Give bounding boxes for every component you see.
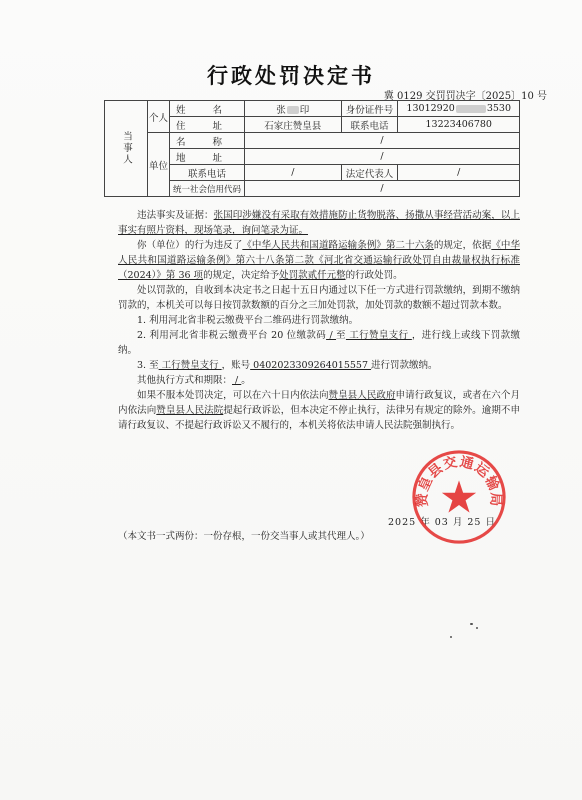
facts-label: 违法事实及证据： <box>137 210 214 221</box>
legal-rep-label: 法定代表人 <box>341 165 398 181</box>
other-value: / <box>232 375 242 386</box>
redaction-mark <box>287 106 299 114</box>
payment-method-1: 1. 利用河北省非税云缴费平台二维码进行罚款缴纳。 <box>137 315 359 326</box>
payment-intro: 处以罚款的，自收到本决定书之日起十五日内通过以下任一方式进行罚款缴纳，到期不缴纳罚款的，本机关可以每日按罚款数额的百分之三加处罚款，加处罚款的数额不超过罚款本数。 <box>118 285 520 311</box>
basis-text-3: 的规定，决定给予 <box>203 270 280 281</box>
method2-text-a: 2. 利用河北省非税云缴费平台 20 位缴款码 <box>137 330 327 341</box>
method3-text-c: 进行罚款缴纳。 <box>371 360 438 371</box>
scan-speck <box>450 636 452 638</box>
official-seal-stamp <box>410 448 508 546</box>
appeal-text-a: 如果不服本处罚决定，可以在六十日内依法向 <box>137 390 329 401</box>
payment-method-3 <box>118 358 520 373</box>
applied-law: 《中华人民共和国道路运输条例》第六十八条第二款《河北省交通运输行政处罚自由裁量权执行标准（2024）》第 36 项 <box>118 240 520 281</box>
other-text-a: 其他执行方式和期限： <box>137 375 233 386</box>
document-body <box>118 208 520 433</box>
facts-paragraph <box>118 208 520 238</box>
phone-label: 联系电话 <box>341 117 398 133</box>
other-method <box>118 373 520 388</box>
phone-value: 13223406780 <box>398 117 520 133</box>
legal-rep-value: / <box>398 165 520 181</box>
basis-text-1: 你（单位）的行为违反了 <box>137 240 243 251</box>
unit-name-label: 名 称 <box>169 133 244 149</box>
document-number: 冀 0129 交罚罚决字〔2025〕10 号 <box>383 91 547 102</box>
document-date: 2025 年 03 月 25 日 <box>388 517 496 528</box>
account-number: 0402023309264015557 <box>250 360 372 371</box>
bank-name: 工行赞皇支行 <box>158 360 222 371</box>
basis-text-4: 的行政处罚。 <box>345 270 403 281</box>
unit-name-value: / <box>244 133 519 149</box>
appeal-text-b: 申请行政复议，或者在六个月内依法向 <box>118 390 520 416</box>
review-authority: 赞皇县人民政府 <box>328 390 396 401</box>
name-suffix: 印 <box>299 104 310 116</box>
credit-code-value: / <box>244 181 519 197</box>
method3-text-b: ，账号 <box>221 360 251 371</box>
unit-phone-label: 联系电话 <box>169 165 244 181</box>
individual-label: 个人 <box>148 101 170 133</box>
document-title: 行政处罚决定书 <box>207 63 375 88</box>
method3-text-a: 3. 至 <box>137 360 159 371</box>
copies-note: （本文书一式两份：一份存根，一份交当事人或其代理人。） <box>118 531 370 542</box>
basis-text-2: 的规定，依据 <box>433 240 492 251</box>
party-group-label: 当事人 <box>105 101 148 197</box>
appeal-paragraph <box>118 388 520 433</box>
id-value <box>398 101 520 117</box>
name-label: 姓 名 <box>169 101 244 117</box>
unit-address-value: / <box>244 149 519 165</box>
basis-paragraph <box>118 238 520 283</box>
violated-law: 《中华人民共和国道路运输条例》第二十六条 <box>242 240 434 251</box>
bank-name: 工行赞皇支行 <box>345 330 412 341</box>
credit-code-label: 统一社会信用代码 <box>169 181 244 197</box>
scan-speck <box>470 623 473 625</box>
penalty-amount: 处罚款贰仟元整 <box>279 270 346 281</box>
appeal-text-c: 提起行政诉讼，但本决定不停止执行，法律另有规定的除外。逾期不申请行政复议、不提起行政诉讼又不履行的，本机关将依法申请人民法院强制执行。 <box>118 405 520 431</box>
method2-text-b: 至 <box>336 330 346 341</box>
other-text-b: 。 <box>241 375 251 386</box>
name-value <box>244 101 341 117</box>
id-label: 身份证件号 <box>341 101 398 117</box>
party-info-table <box>104 100 520 197</box>
unit-label: 单位 <box>148 133 170 197</box>
id-suffix: 3530 <box>486 103 511 114</box>
redaction-mark <box>456 105 486 113</box>
unit-phone-value: / <box>244 165 341 181</box>
address-value: 石家庄赞皇县 <box>244 117 341 133</box>
address-label: 住 址 <box>169 117 244 133</box>
payment-code: / <box>326 330 337 341</box>
id-prefix: 13012920 <box>406 103 455 114</box>
svg-text:赞皇县交通运输局: 赞皇县交通运输局 <box>414 454 504 508</box>
litigation-court: 赞皇县人民法院 <box>156 405 224 416</box>
method2-text-c: ，进行线上或线下罚款缴纳。 <box>118 330 520 356</box>
payment-method-2 <box>118 328 520 358</box>
name-prefix: 张 <box>276 104 286 116</box>
unit-address-label: 地 址 <box>169 149 244 165</box>
scan-speck <box>476 627 478 629</box>
facts-text: 张国印涉嫌没有采取有效措施防止货物脱落、扬撒从事经营活动案，以上事实有照片资料，现场笔录，询问笔录为证。 <box>118 210 520 236</box>
